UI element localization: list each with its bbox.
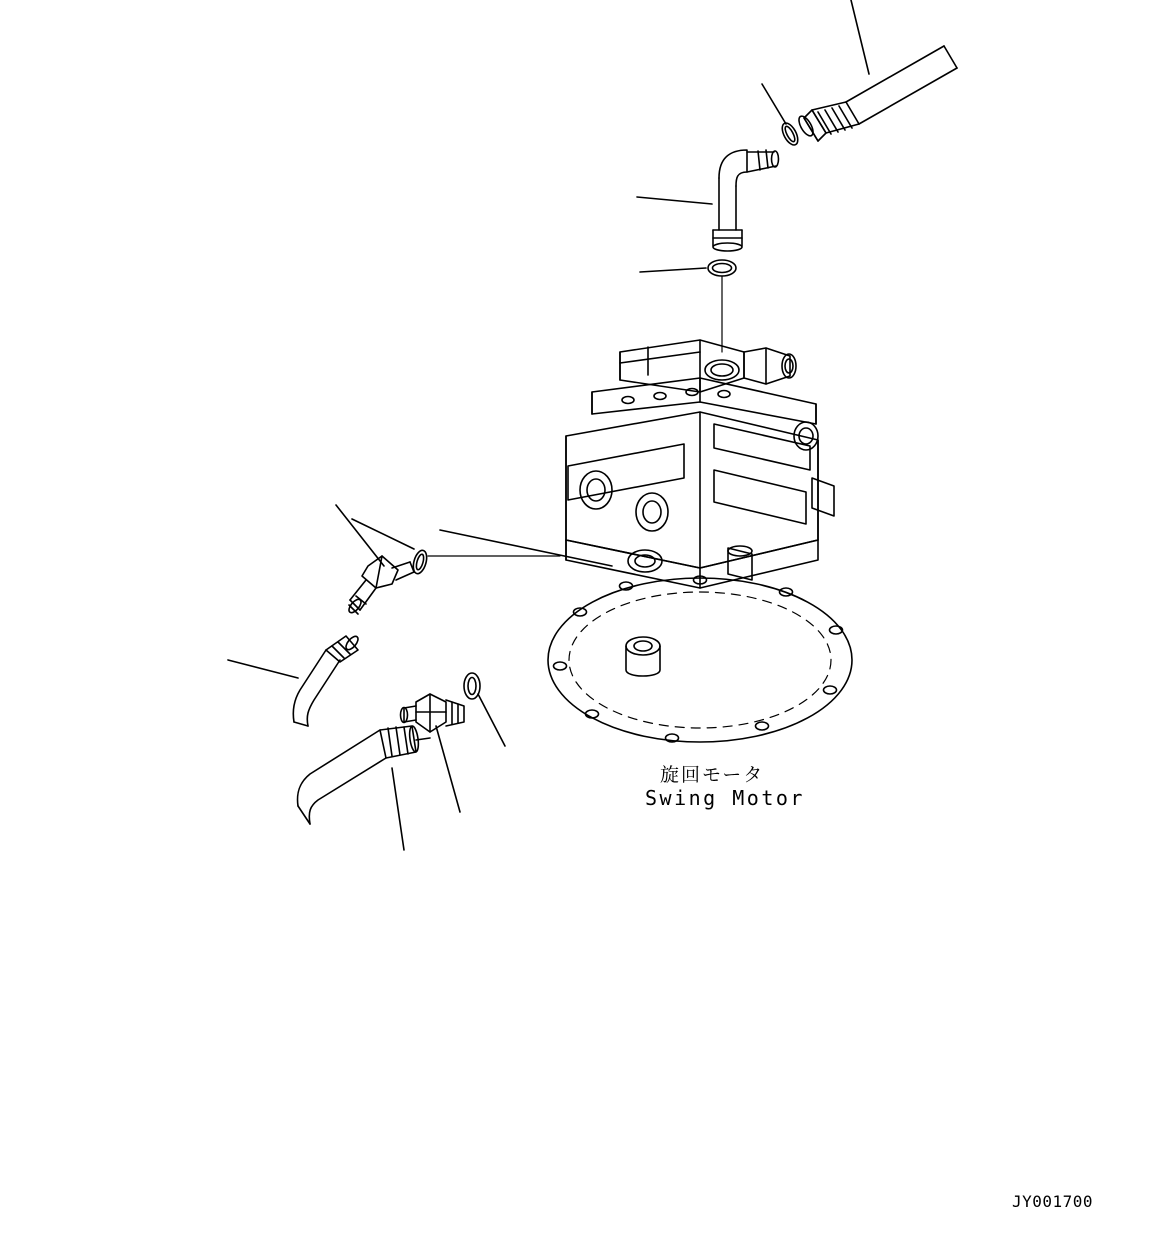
hose-lower-left bbox=[298, 726, 431, 850]
straight-fitting-left bbox=[336, 505, 414, 615]
o-ring-left-lower bbox=[464, 673, 505, 746]
mounting-flange bbox=[548, 576, 852, 742]
o-ring-upper bbox=[762, 84, 801, 147]
o-ring-port-top bbox=[640, 260, 736, 276]
label-swing-motor-en: Swing Motor bbox=[645, 786, 805, 810]
elbow-fitting-top bbox=[637, 150, 779, 251]
o-ring-left-upper bbox=[352, 519, 560, 575]
hose-upper-right bbox=[796, 0, 957, 141]
drawing-code: JY001700 bbox=[1012, 1192, 1094, 1211]
hose-left-lower bbox=[228, 634, 360, 726]
swing-motor-body bbox=[440, 276, 834, 588]
label-swing-motor-jp: 旋回モータ bbox=[660, 764, 765, 786]
